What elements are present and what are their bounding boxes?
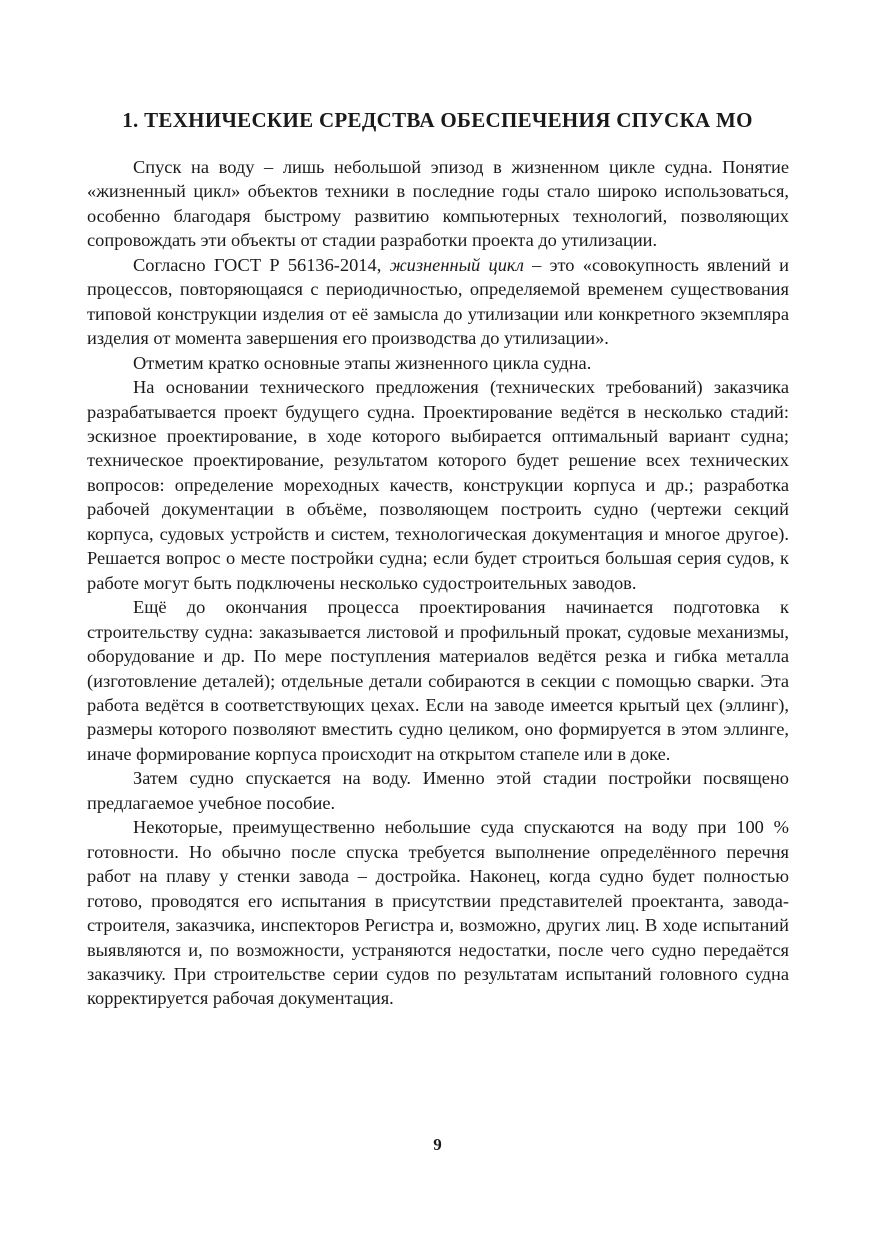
page-number: 9 (433, 1135, 442, 1154)
gost-text-before: Согласно ГОСТ Р 56136-2014, (133, 254, 390, 275)
paragraph-launching-stage: Затем судно спускается на воду. Именно этой стадии постройки посвящено предлагаемое учебное пособие. (87, 768, 789, 813)
paragraph-stages-intro: Отметим кратко основные этапы жизненного цикла судна. (133, 352, 592, 373)
chapter-title: 1. ТЕХНИЧЕСКИЕ СРЕДСТВА ОБЕСПЕЧЕНИЯ СПУСКА МО (122, 108, 753, 132)
gost-text-after: – это «совокупность явлений и процессов, повторяющаяся с периодичностью, определяемой временем существования типовой конструкции изделия от её замысла до утилизации или конкретного экземпляра изделия от момента завершения его производства до утилизации». (87, 254, 790, 349)
defined-term-italic: жизненный цикл (389, 254, 524, 275)
paragraph-design-stage: На основании технического предложения (технических требований) заказчика разрабатывается проект будущего судна. Проектирование ведётся в несколько стадий: эскизное проектирование, в ходе которого выбирается оптимальный вариант судна; техническое проектирование, результатом которого будет решение всех технических вопросов: определение мореходных качеств, конструкции корпуса и др.; разработка рабочей документации в объёме, позволяющем построить судно (чертежи секций корпуса, судовых устройств и систем, технологическая документация и многое другое). Решается вопрос о месте постройки судна; если будет строиться большая серия судов, к работе могут быть подключены несколько судостроительных заводов. (87, 377, 789, 593)
paragraph-life-cycle-intro: Спуск на воду – лишь небольшой эпизод в жизненном цикле судна. Понятие «жизненный цикл» объектов техники в последние годы стало широко использоваться, особенно благодаря быстрому развитию компьютерных технологий, позволяющих сопровождать эти объекты от стадии разработки проекта до утилизации. (87, 157, 789, 251)
body-text (87, 155, 789, 1011)
paragraph-completion-and-trials: Некоторые, преимущественно небольшие суда спускаются на воду при 100 % готовности. Но обычно после спуска требуется выполнение определённого перечня работ на плаву у стенки завода – достройка. Наконец, когда судно будет полностью готово, проводятся его испытания в присутствии представителей проектанта, завода-строителя, заказчика, инспекторов Регистра и, возможно, других лиц. В ходе испытаний выявляются и, по возможности, устраняются недостатки, после чего судно передаётся заказчику. При строительстве серии судов по результатам испытаний головного судна корректируется рабочая документация. (87, 817, 789, 1009)
paragraph-gost-definition (87, 253, 789, 351)
paragraph-construction-stage: Ещё до окончания процесса проектирования начинается подготовка к строительству судна: заказывается листовой и профильный прокат, судовые механизмы, оборудование и др. По мере поступления материалов ведётся резка и гибка металла (изготовление деталей); отдельные детали собираются в секции с помощью сварки. Эта работа ведётся в соответствующих цехах. Если на заводе имеется крытый цех (эллинг), размеры которого позволяют вместить судно целиком, оно формируется в этом эллинге, иначе формирование корпуса происходит на открытом стапеле или в доке. (87, 597, 789, 764)
